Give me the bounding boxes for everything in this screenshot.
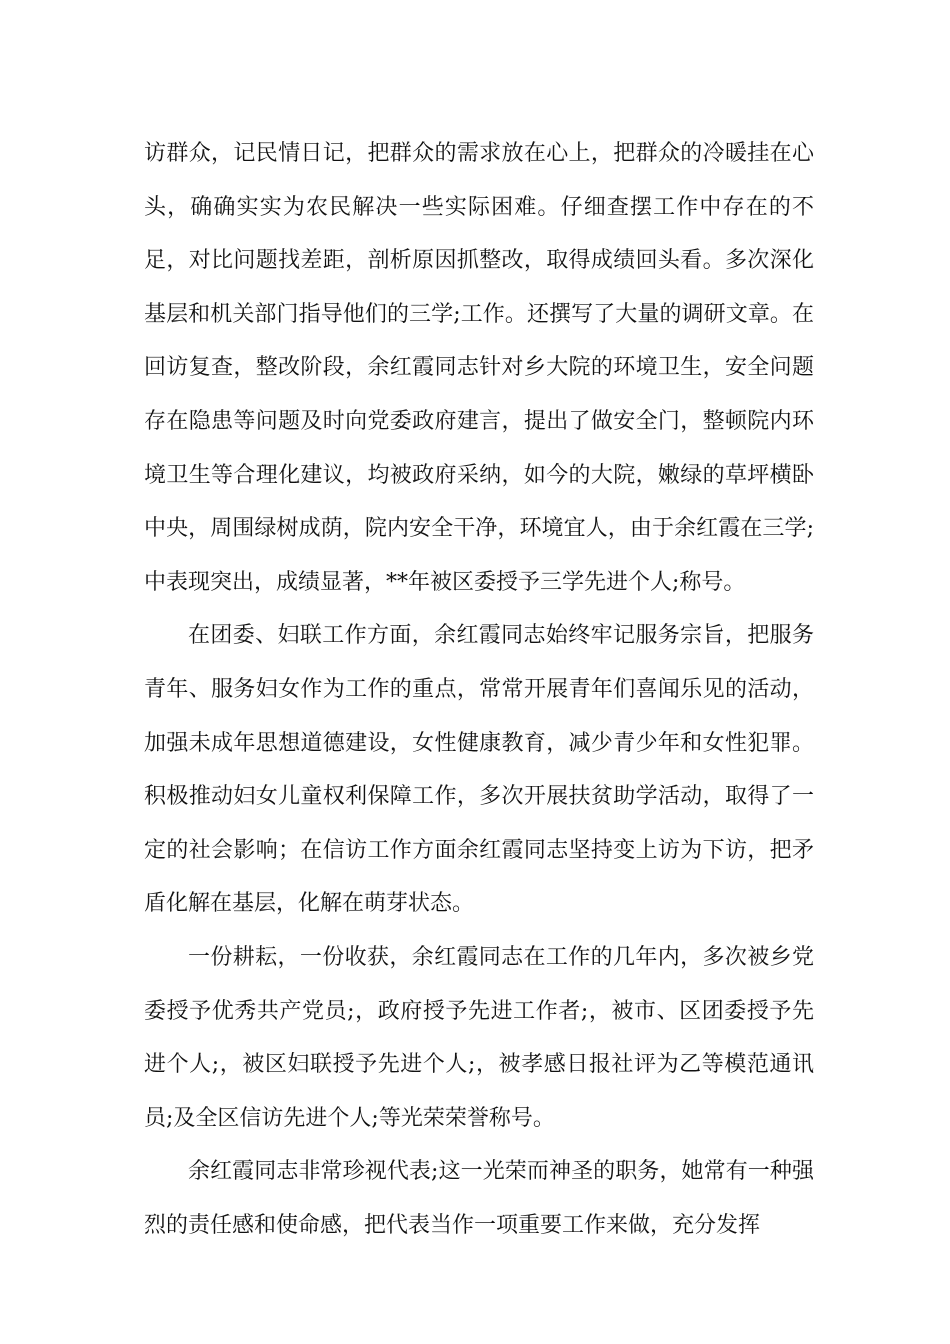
paragraph-4: 余红霞同志非常珍视代表;这一光荣而神圣的职务，她常有一种强烈的责任感和使命感，把代表当作一项重要工作来做，充分发挥	[144, 1159, 814, 1238]
paragraph-3: 一份耕耘，一份收获，余红霞同志在工作的几年内，多次被乡党委授予优秀共产党员;，政府授予先进工作者;，被市、区团委授予先进个人;，被区妇联授予先进个人;，被孝感日报社评为乙等模范通讯员;及全区信访先进个人;等光荣荣誉称号。	[144, 944, 814, 1131]
paragraph-2: 在团委、妇联工作方面，余红霞同志始终牢记服务宗旨，把服务青年、服务妇女作为工作的重点，常常开展青年们喜闻乐见的活动，加强未成年思想道德建设，女性健康教育，减少青少年和女性犯罪。积极推动妇女儿童权利保障工作，多次开展扶贫助学活动，取得了一定的社会影响；在信访工作方面余红霞同志坚持变上访为下访，把矛盾化解在基层，化解在萌芽状态。	[144, 623, 814, 917]
paragraph-1: 访群众，记民情日记，把群众的需求放在心上，把群众的冷暖挂在心头，确确实实为农民解决一些实际困难。仔细查摆工作中存在的不足，对比问题找差距，剖析原因抓整改，取得成绩回头看。多次深化基层和机关部门指导他们的三学;工作。还撰写了大量的调研文章。在回访复查，整改阶段，余红霞同志针对乡大院的环境卫生，安全问题存在隐患等问题及时向党委政府建言，提出了做安全门，整顿院内环境卫生等合理化建议，均被政府采纳，如今的大院，嫩绿的草坪横卧中央，周围绿树成荫，院内安全干净，环境宜人，由于余红霞在三学;中表现突出，成绩显著，**年被区委授予三学先进个人;称号。	[144, 141, 814, 595]
document-body	[144, 127, 814, 1252]
